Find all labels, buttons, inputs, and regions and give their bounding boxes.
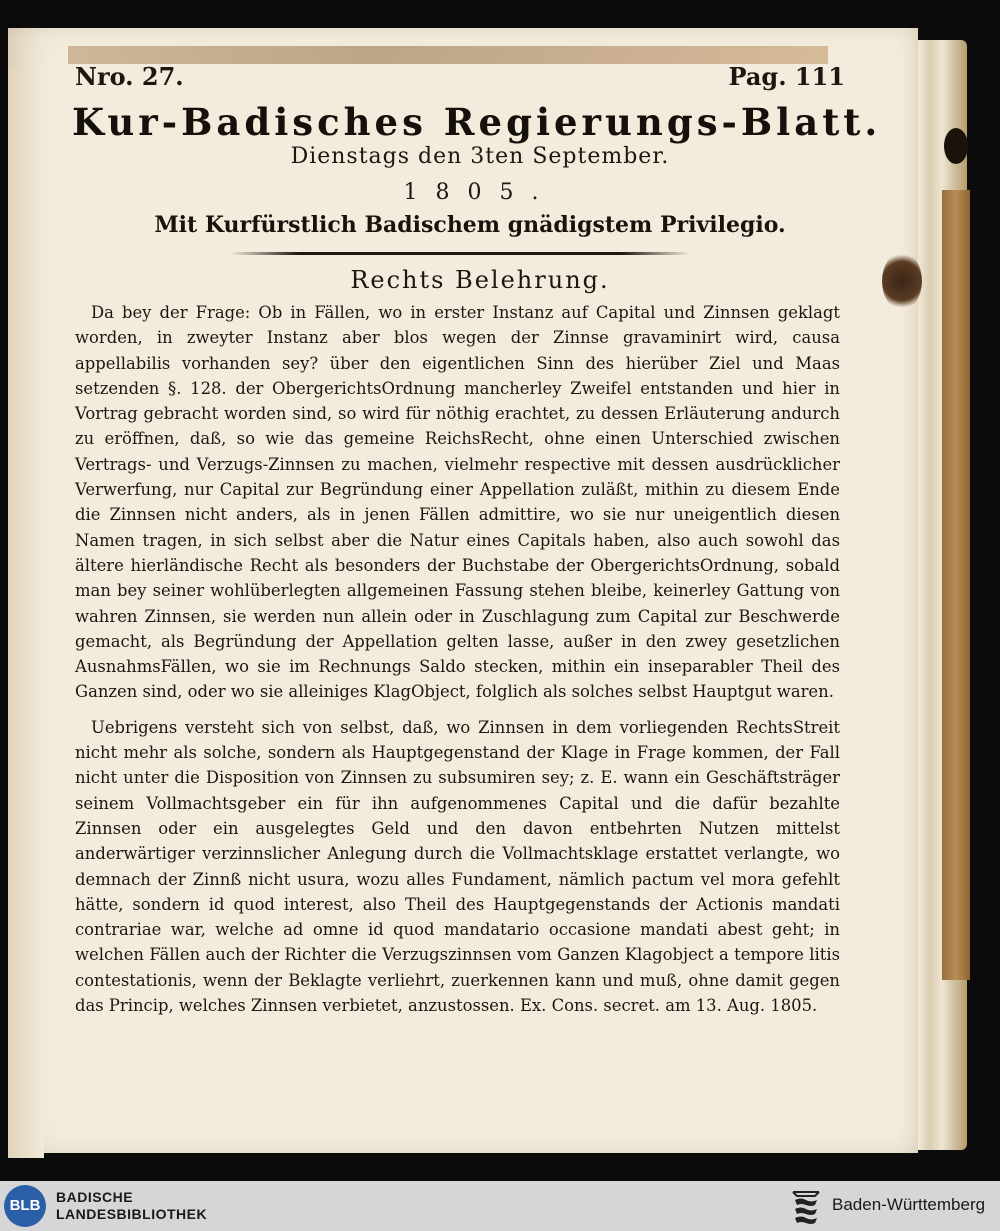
title-divider xyxy=(230,252,690,255)
newspaper-title: Kur-Badisches Regierungs-Blatt. xyxy=(72,100,882,144)
issue-year: 1805. xyxy=(403,180,557,205)
article-body xyxy=(75,300,840,1028)
ink-stain xyxy=(882,252,922,310)
library-name[interactable] xyxy=(56,1189,207,1223)
baden-wuerttemberg-lions-icon xyxy=(790,1188,822,1224)
library-name-line2: LANDESBIBLIOTHEK xyxy=(56,1206,208,1222)
library-name-line1: BADISCHE xyxy=(56,1189,134,1205)
article-paragraph: Uebrigens versteht sich von selbst, daß, wo Zinnsen in dem vorliegenden RechtsStreit nicht mehr als solche, sondern als Hauptgegenstand der Klage in Frage kommen, der Fall nicht unter die Disposition von Zinnsen zu subsumiren sey; z. E. wann ein Geschäftsträger seinem Vollmachtsgeber ein für ihn aufgenommenes Capital und die dafür bezahlte Zinnsen oder ein ausgelegtes Geld und den davon entbehrten Nutzen mittelst anderwärtiger verzinnslicher Anlegung durch die Vollmachtsklage erstattet verlangte, wo demnach der Zinnß nicht usura, wozu alles Fundament, nämlich pactum vel mora gefehlt hätte, sondern id quod interest, also Theil des Hauptgegenstands der Actionis mandati contrariae war, welche ad omne id quod mandatario occasione mandati abest geht; in welchen Fällen auch der Richter die Verzugszinnsen vom Ganzen Klagobject a tempore litis contestationis, wenn der Beklagte verliehrt, zuerkennen kann und muß, ohne damit gegen das Princip, welches Zinnsen verbietet, anzustossen. Ex. Cons. secret. am 13. Aug. 1805. xyxy=(75,717,840,1016)
article-heading: Rechts Belehrung. xyxy=(350,266,610,294)
viewer-footer xyxy=(0,1181,1000,1231)
blb-logo[interactable]: BLB xyxy=(4,1185,46,1227)
privilege-line: Mit Kurfürstlich Badischem gnädigstem Privilegio. xyxy=(154,212,786,238)
page-number: Pag. 111 xyxy=(728,62,845,91)
page-damage-spot xyxy=(944,128,968,164)
issue-date: Dienstags den 3ten September. xyxy=(290,144,670,169)
issue-number: Nro. 27. xyxy=(75,62,184,91)
article-paragraph: Da bey der Frage: Ob in Fällen, wo in erster Instanz auf Capital und Zinnsen geklagt worden, in zweyter Instanz aber blos wegen der Zinnse gravaminirt wird, causa appellabilis vorhanden sey? über den eigentlichen Sinn des hierüber Ziel und Maas setzenden §. 128. der ObergerichtsOrdnung mancherley Zweifel entstanden und hier in Vortrag gebracht worden sind, so wird für nöthig erachtet, zu dessen Erläuterung andurch zu eröffnen, daß, so wie das gemeine ReichsRecht, ohne einen Unterschied zwischen Vertrags- und Verzugs-Zinnsen zu machen, vielmehr respective mit dessen ausdrücklicher Verwerfung, nur Capital zur Begründung einer Appellation zuläßt, mithin zu diesem Ende die Zinnsen nicht anders, als in jenen Fällen admittire, wo sie nur uneigentlich diesen Namen tragen, in sich selbst aber die Natur eines Capitals haben, also auch sowohl das ältere hierländische Recht als besonders der Buchstabe der ObergerichtsOrdnung, sobald man bey seiner wohlüberlegten allgemeinen Fassung stehen bleibe, keinerley Gattung von wahren Zinnsen, sie werden nun allein oder in Zuschlagung zum Capital zur Beschwerde gemacht, als Begründung der Appellation gelten lasse, außer in den zwey gesetzlichen AusnahmsFällen, wo sie im Rechnungs Saldo stecken, mithin ein inseparabler Theil des Ganzen sind, oder wo sie alleiniges KlagObject, folglich als solches selbst Hauptgut waren. xyxy=(75,303,840,702)
page-gutter xyxy=(8,68,44,1158)
book-spine-edge xyxy=(942,190,970,980)
state-name[interactable]: Baden-Württemberg xyxy=(832,1195,986,1214)
